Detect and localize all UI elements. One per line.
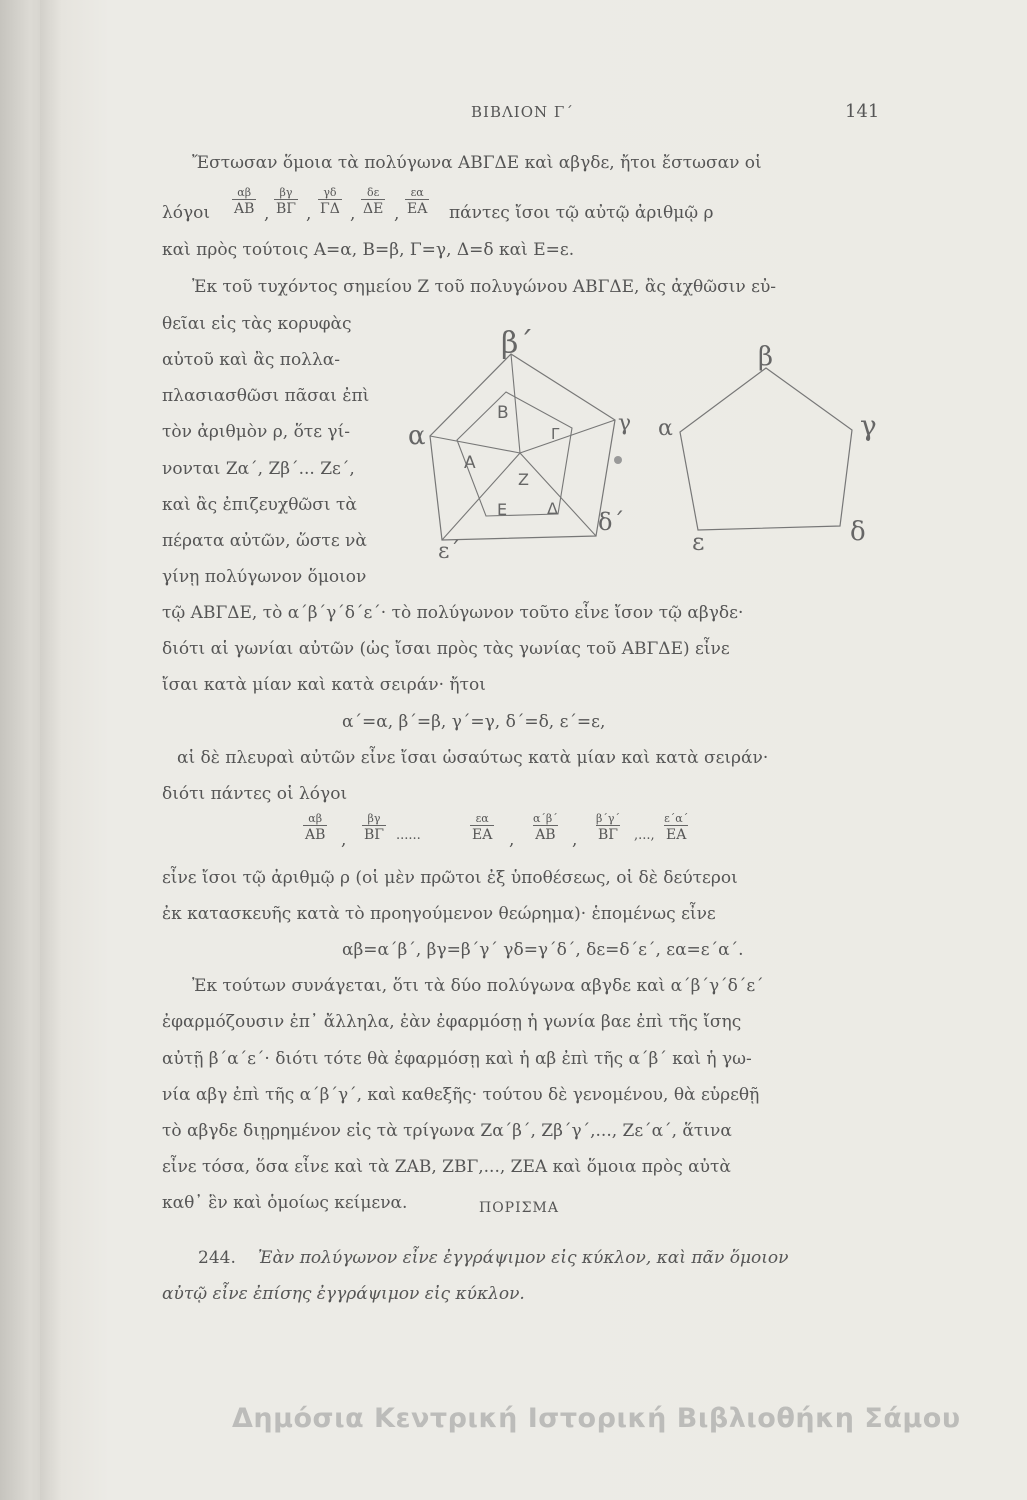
figure-label-e-right: ε (692, 528, 705, 556)
left-pentagon-outer (430, 354, 615, 540)
figure-label-A: Β (497, 403, 509, 423)
comma: , (264, 204, 270, 224)
figure-label-E: Ε (497, 500, 508, 519)
text-line: θεῖαι εἰς τὰς κορυφὰς (162, 314, 352, 334)
left-pentagon-inner (430, 354, 615, 540)
text-line: τὸν ἀριθμὸν ρ, ὅτε γί- (162, 422, 350, 442)
corollary-number: 244. (198, 1248, 236, 1268)
section-title: ΠΟΡΙΣΜΑ (479, 1200, 559, 1216)
fraction: βγ ΒΓ (276, 186, 297, 217)
corollary-line: Ἐὰν πολύγωνον εἶνε ἐγγράψιμον εἰς κύκλον, καὶ πᾶν ὅμοιον (258, 1248, 789, 1268)
text-line: Ἐκ τούτων συνάγεται, ὅτι τὰ δύο πολύγωνα αβγδε καὶ α΄β΄γ΄δ΄ε΄ (192, 976, 764, 996)
fraction: ε΄α΄ ΕΑ (664, 812, 689, 843)
ellipsis-short: ,..., (634, 828, 655, 843)
text-line: διότι πάντες οἱ λόγοι (162, 784, 348, 804)
comma: , (306, 204, 312, 224)
figure-label-C: Γ (551, 425, 560, 443)
corollary-line: αὐτῷ εἶνε ἐπίσης ἐγγράψιμον εἰς κύκλον. (162, 1284, 525, 1304)
text-line: τῷ ΑΒΓΔΕ, τὸ α΄β΄γ΄δ΄ε΄· τὸ πολύγωνον τοῦτο εἶνε ἴσον τῷ αβγδε· (162, 603, 744, 623)
figure-label-d-prime: δ΄ (598, 508, 625, 536)
text-line: αὐτοῦ καὶ ἂς πολλα- (162, 350, 340, 370)
figure-label-Z: Ζ (518, 470, 529, 489)
text-line: διότι αἱ γωνίαι αὐτῶν (ὡς ἴσαι πρὸς τὰς γωνίας τοῦ ΑΒΓΔΕ) εἶνε (162, 639, 730, 659)
right-pentagon (680, 368, 852, 530)
text-line: λόγοι (162, 203, 211, 223)
fraction: α΄β΄ ΑΒ (533, 812, 558, 843)
text-line: Ἔστωσαν ὅμοια τὰ πολύγωνα ΑΒΓΔΕ καὶ αβγδε, ἤτοι ἔστωσαν οἱ (192, 153, 762, 173)
page-number: 141 (845, 101, 880, 122)
text-line: πέρατα αὐτῶν, ὥστε νὰ (162, 531, 367, 551)
text-line: αἱ δὲ πλευραὶ αὐτῶν εἶνε ἴσαι ὡσαύτως κατὰ μίαν καὶ κατὰ σειράν· (177, 748, 769, 768)
fraction: αβ ΑΒ (234, 186, 255, 217)
text-line: νονται Ζα΄, Ζβ΄... Ζε΄, (162, 459, 355, 479)
text-line: ἐκ κατασκευῆς κατὰ τὸ προηγούμενον θεώρημα)· ἑπομένως εἶνε (162, 904, 716, 924)
figure-label-a-right: α (658, 416, 673, 441)
text-line: γίνῃ πολύγωνον ὅμοιον (162, 567, 367, 587)
text-line: εἶνε τόσα, ὅσα εἶνε καὶ τὰ ΖΑΒ, ΖΒΓ,..., ΖΕΑ καὶ ὅμοια πρὸς αὐτὰ (162, 1157, 731, 1177)
text-line: καθ᾽ ἓν καὶ ὁμοίως κείμενα. (162, 1193, 408, 1213)
text-line: Ἐκ τοῦ τυχόντος σημείου Ζ τοῦ πολυγώνου ΑΒΓΔΕ, ἂς ἀχθῶσιν εὐ- (192, 277, 777, 297)
figure-label-b-right: β (758, 342, 774, 372)
figure-label-g-left: γ (618, 411, 632, 436)
comma: , (394, 204, 400, 224)
text-line: νία αβγ ἐπὶ τῆς α΄β΄γ΄, καὶ καθεξῆς· τούτου δὲ γενομένου, θὰ εὑρεθῇ (162, 1085, 760, 1105)
text-line: καὶ πρὸς τούτοις Α=α, Β=β, Γ=γ, Δ=δ καὶ Ε=ε. (162, 240, 575, 260)
fraction: εα ΕΑ (407, 186, 428, 217)
ink-spot (614, 456, 622, 464)
text-line: πλασιασθῶσι πᾶσαι ἐπὶ (162, 386, 370, 406)
text-line: αὐτῇ β΄α΄ε΄· διότι τότε θὰ ἐφαρμόσῃ καὶ ἡ αβ ἐπὶ τῆς α΄β΄ καὶ ἡ γω- (162, 1049, 752, 1069)
comma: , (572, 830, 578, 850)
text-line: πάντες ἴσοι τῷ αὐτῷ ἀριθμῷ ρ (449, 203, 714, 223)
text-line: α΄=α, β΄=β, γ΄=γ, δ΄=δ, ε΄=ε, (342, 712, 606, 732)
figure-label-B: Α (464, 453, 476, 473)
fraction: βγ ΒΓ (364, 812, 385, 843)
text-line: αβ=α΄β΄, βγ=β΄γ΄ γδ=γ΄δ΄, δε=δ΄ε΄, εα=ε΄α΄. (342, 940, 744, 960)
fraction: δε ΔΕ (363, 186, 384, 217)
figure-label-e-prime: ε΄ (438, 539, 461, 564)
pentagon-figure (400, 310, 890, 570)
figure-label-g-right: γ (860, 409, 877, 442)
library-watermark: Δημόσια Κεντρική Ιστορική Βιβλιοθήκη Σάμου (232, 1403, 961, 1434)
fraction: εα ΕΑ (472, 812, 493, 843)
text-line: καὶ ἂς ἐπιζευχθῶσι τὰ (162, 495, 357, 515)
fraction: β΄γ΄ ΒΓ (596, 812, 620, 843)
figure-label-d-right: δ (850, 517, 866, 547)
figure-label-b-prime: β΄ (501, 326, 534, 361)
text-line: ἴσαι κατὰ μίαν καὶ κατὰ σειράν· ἤτοι (162, 675, 486, 695)
text-line: ἐφαρμόζουσιν ἐπ᾽ ἄλληλα, ἐὰν ἐφαρμόσῃ ἡ γωνία βαε ἐπὶ τῆς ἴσης (162, 1012, 742, 1032)
figure-label-a-left: α (408, 421, 426, 451)
text-line: τὸ αβγδε διῃρημένον εἰς τὰ τρίγωνα Ζα΄β΄, Ζβ΄γ΄,..., Ζε΄α΄, ἅτινα (162, 1121, 732, 1141)
figure-label-D: Δ (547, 499, 558, 518)
comma: , (509, 830, 515, 850)
ellipsis: ...... (396, 828, 421, 843)
running-header: ΒΙΒΛΙΟΝ Γ΄ (471, 103, 574, 121)
comma: , (350, 204, 356, 224)
text-line: εἶνε ἴσοι τῷ ἀριθμῷ ρ (οἱ μὲν πρῶτοι ἐξ ὑποθέσεως, οἱ δὲ δεύτεροι (162, 868, 738, 888)
comma: , (341, 830, 347, 850)
fraction: αβ ΑΒ (305, 812, 326, 843)
fraction: γδ ΓΔ (320, 186, 340, 217)
book-spine (0, 0, 40, 1500)
